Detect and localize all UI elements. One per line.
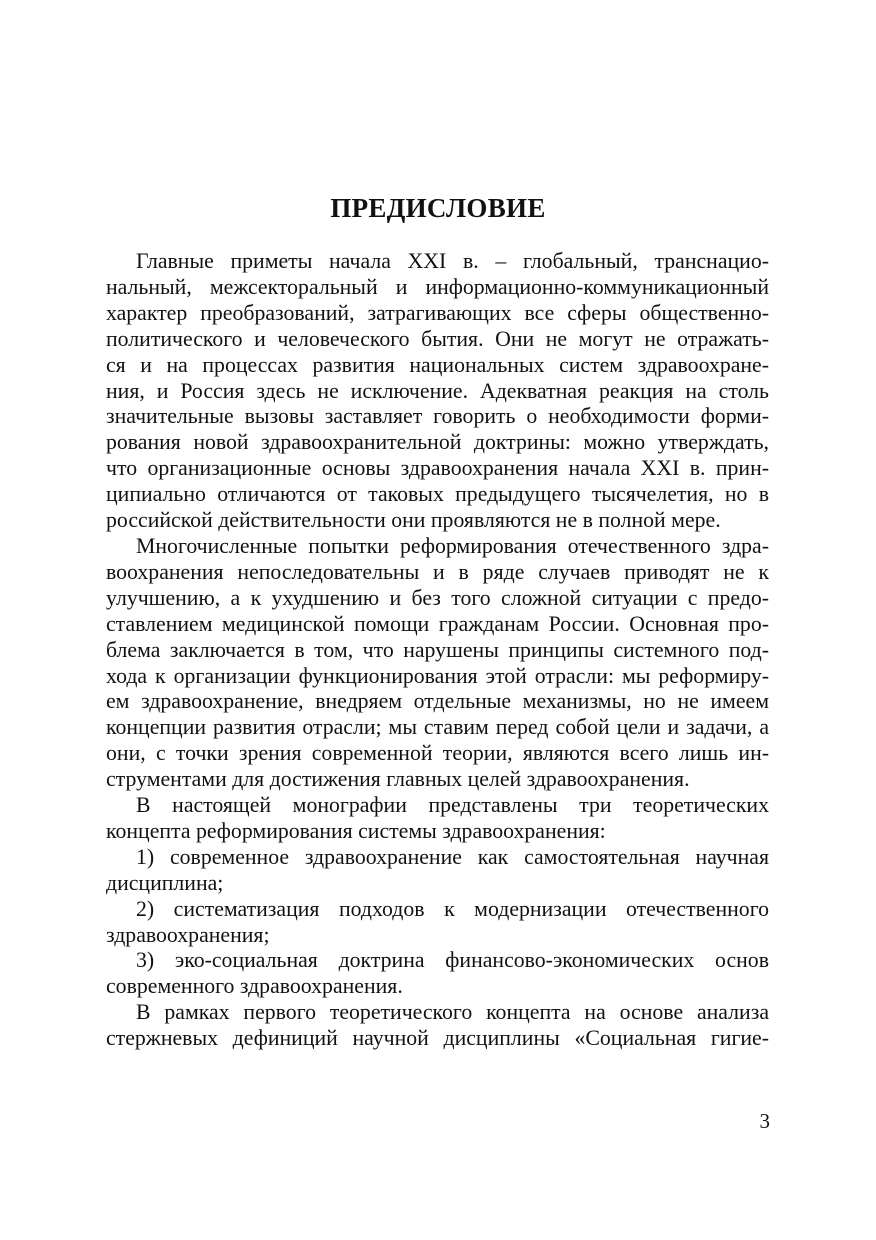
text-line: что организационные основы здравоохранения начала XXI в. прин-: [106, 456, 769, 481]
paragraph-1: [106, 249, 769, 534]
text-line: политического и человеческого бытия. Они не могут не отражать-: [106, 326, 769, 351]
text-line: российской действительности они проявляются не в полной мере.: [106, 508, 721, 533]
text-line: ния, и Россия здесь не исключение. Адекватная реакция на столь: [106, 378, 769, 403]
text-line: блема заключается в том, что нарушены принципы системного под-: [106, 637, 769, 662]
text-line: характер преобразований, затрагивающих все сферы общественно-: [106, 300, 769, 325]
text-line: 1) современное здравоохранение как самостоятельная научная: [136, 844, 769, 869]
text-line: стержневых дефиниций научной дисциплины «Социальная гигие-: [106, 1026, 769, 1051]
text-line: рования новой здравоохранительной доктрины: можно утверждать,: [106, 430, 769, 455]
paragraph-4: [106, 1000, 769, 1052]
body-text: [106, 249, 769, 1052]
list-item-2: [106, 897, 769, 949]
text-line: нальный, межсекторальный и информационно-коммуникационный: [106, 274, 769, 299]
text-line: хода к организации функционирования этой отрасли: мы реформиру-: [106, 663, 769, 688]
text-line: современного здравоохранения.: [106, 974, 403, 999]
list-item-3: [106, 948, 769, 1000]
text-line: концепции развития отрасли; мы ставим перед собой цели и задачи, а: [106, 715, 769, 740]
page-number: 3: [759, 1109, 770, 1133]
text-line: В рамках первого теоретического концепта на основе анализа: [136, 1000, 769, 1025]
text-line: воохранения непоследовательны и в ряде случаев приводят не к: [106, 559, 769, 584]
text-line: Многочисленные попытки реформирования отечественного здра-: [136, 533, 769, 558]
text-line: они, с точки зрения современной теории, являются всего лишь ин-: [106, 741, 769, 766]
text-line: Главные приметы начала XXI в. – глобальный, транснацио-: [136, 249, 769, 273]
text-line: 3) эко-социальная доктрина финансово-экономических основ: [136, 948, 769, 973]
text-line: ципиально отличаются от таковых предыдущего тысячелетия, но в: [106, 482, 769, 507]
paragraph-3: [106, 793, 769, 845]
text-line: ся и на процессах развития национальных систем здравоохране-: [106, 352, 769, 377]
paragraph-2: [106, 534, 769, 793]
text-line: здравоохранения;: [106, 922, 270, 947]
text-line: концепта реформирования системы здравоохранения:: [106, 818, 606, 843]
text-line: струментами для достижения главных целей здравоохранения.: [106, 767, 690, 792]
text-line: ставлением медицинской помощи гражданам России. Основная про-: [106, 611, 769, 636]
text-line: 2) систематизация подходов к модернизации отечественного: [136, 896, 769, 921]
list-item-1: [106, 845, 769, 897]
text-line: ем здравоохранение, внедряем отдельные механизмы, но не имеем: [106, 689, 769, 714]
text-line: дисциплина;: [106, 870, 224, 895]
text-line: значительные вызовы заставляет говорить о необходимости форми-: [106, 404, 769, 429]
page-title: ПРЕДИСЛОВИЕ: [330, 193, 546, 223]
text-line: улучшению, а к ухудшению и без того сложной ситуации с предо-: [106, 585, 769, 610]
text-line: В настоящей монографии представлены три теоретических: [136, 793, 769, 818]
